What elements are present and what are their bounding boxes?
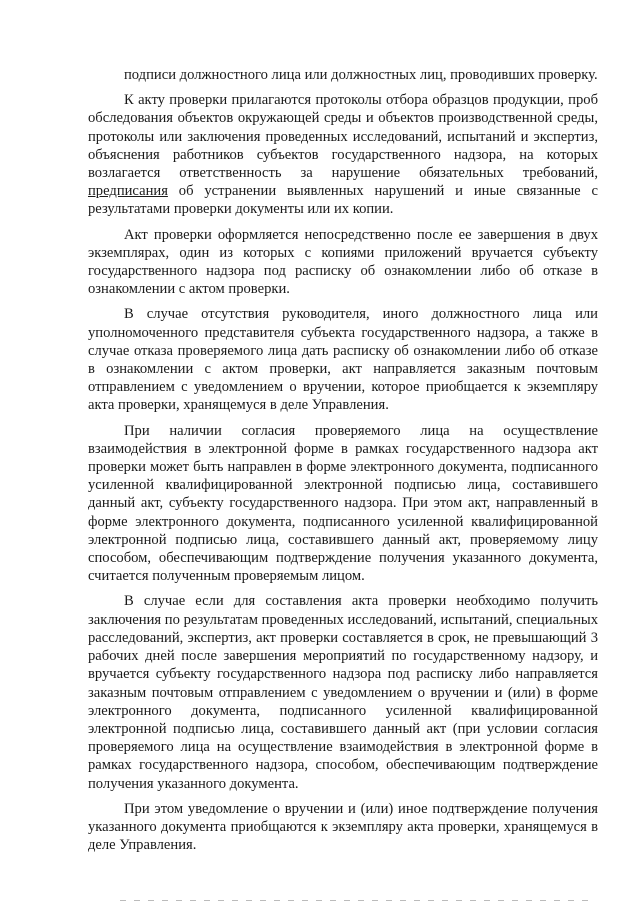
paragraph-absence-of-head: В случае отсутствия руководителя, иного должностного лица или уполномоченного представителя субъекта государственного надзора, а также в случае отказа проверяемого лица дать расписку об ознакомлении либо об отказе в ознакомлении с актом проверки, акт направляется заказным почтовым отправлением с уведомлением о вручении, которое приобщается к экземпляру акта проверки, хранящемуся в деле Управления.	[88, 306, 598, 414]
scan-edge-artifact	[120, 900, 590, 901]
paragraph-expert-conclusions: В случае если для составления акта проверки необходимо получить заключения по результатам проведенных исследований, испытаний, специальных расследований, экспертиз, акт проверки составляется в срок, не превышающий 3 рабочих дней после завершения мероприятий по государственному надзору, и вручается субъекту государственного надзора под расписку либо направляется заказным почтовым отправлением с уведомлением о вручении и (или) в форме электронного документа, подписанного усиленной квалифицированной электронной подписью лица, составившего данный акт (при условии согласия проверяемого лица на осуществление взаимодействия в электронной форме в рамках государственного надзора, способом, обеспечивающим подтверждение получения указанного документа.	[88, 593, 598, 792]
document-page	[88, 66, 598, 861]
paragraph-attachments-text: К акту проверки прилагаются протоколы отбора образцов продукции, проб обследования объектов окружающей среды и объектов производственной среды, протоколы или заключения проведенных исследований, испытаний и экспертиз, объяснения работников субъектов государственного надзора, на которых возлагается ответственность за нарушение обязательных требований,	[88, 92, 598, 182]
prescription-link[interactable]: предписания	[88, 183, 168, 200]
paragraph-attachments	[88, 91, 598, 218]
paragraph-act-drafting: Акт проверки оформляется непосредственно после ее завершения в двух экземплярах, один из которых с копиями приложений вручается субъекту государственного надзора под расписку об ознакомлении либо об отказе в ознакомлении с актом проверки.	[88, 226, 598, 298]
paragraph-attachments-tail: об устранении выявленных нарушений и иные связанные с результатами проверки документы или их копии.	[88, 183, 598, 218]
paragraph-continuation: подписи должностного лица или должностных лиц, проводивших проверку.	[124, 67, 598, 83]
paragraph-electronic-form: При наличии согласия проверяемого лица на осуществление взаимодействия в электронной форме в рамках государственного надзора акт проверки может быть направлен в форме электронного документа, подписанного усиленной квалифицированной электронной подписью лица, составившего данный акт, субъекту государственного надзора. При этом акт, направленный в форме электронного документа, подписанного усиленной квалифицированной электронной подписью лица, составившего данный акт, проверяемому лицу способом, обеспечивающим подтверждение получения указанного документа, считается полученным проверяемым лицом.	[88, 422, 598, 585]
paragraph-delivery-notice: При этом уведомление о вручении и (или) иное подтверждение получения указанного документа приобщаются к экземпляру акта проверки, хранящемуся в деле Управления.	[88, 800, 598, 854]
